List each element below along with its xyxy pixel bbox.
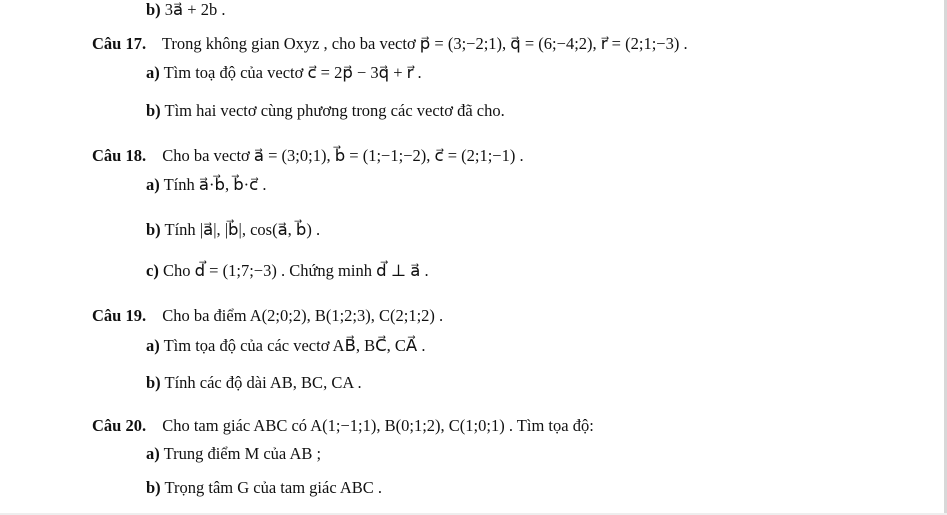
part-label: b) [146,101,161,120]
part-text: Tìm tọa độ của các vectơ AB⃗, BC⃗, CA⃗ . [163,336,426,355]
question-17-part-b [146,101,505,121]
question-label: Câu 18. [92,146,147,165]
part-text: Tính các độ dài AB, BC, CA . [164,373,362,392]
question-17 [92,34,688,54]
question-18-part-b [146,220,320,240]
question-18 [92,146,524,166]
part-label: b) [146,478,161,497]
exercise-b-prev [146,0,225,20]
part-text: Trung điểm M của AB ; [163,444,322,463]
question-20-part-a [146,444,321,464]
question-19-part-b [146,373,362,393]
part-label: c) [146,261,159,280]
question-18-part-a [146,175,267,195]
question-18-part-c [146,261,429,281]
part-text: Tìm hai vectơ cùng phương trong các vectơ đã cho. [164,101,505,120]
question-20 [92,416,594,436]
part-label: b) [146,220,161,239]
question-20-part-b [146,478,382,498]
part-text: Trọng tâm G của tam giác ABC . [164,478,383,497]
part-label: b) [146,373,161,392]
question-label: Câu 19. [92,306,147,325]
part-text: Tìm toạ độ của vectơ c⃗ = 2p⃗ − 3q⃗ + r⃗ . [163,63,422,82]
question-text: Cho tam giác ABC có A(1;−1;1), B(0;1;2), C(1;0;1) . Tìm tọa độ: [162,416,594,435]
part-label: a) [146,336,160,355]
part-text: Cho d⃗ = (1;7;−3) . Chứng minh d⃗ ⊥ a⃗ . [162,261,429,280]
part-label: b) [146,0,161,19]
question-17-part-a [146,63,422,83]
question-19 [92,306,443,326]
question-text: Cho ba điểm A(2;0;2), B(1;2;3), C(2;1;2) . [162,306,444,325]
question-label: Câu 17. [92,34,147,53]
question-label: Câu 20. [92,416,147,435]
part-label: a) [146,175,160,194]
part-label: a) [146,444,160,463]
part-text: Tính |a⃗|, |b⃗|, cos(a⃗, b⃗) . [164,220,321,239]
question-text: Trong không gian Oxyz , cho ba vectơ p⃗ = (3;−2;1), q⃗ = (6;−4;2), r⃗ = (2;1;−3) . [161,34,688,53]
math-expression: 3a⃗ + 2b . [164,0,226,19]
question-text: Cho ba vectơ a⃗ = (3;0;1), b⃗ = (1;−1;−2), c⃗ = (2;1;−1) . [162,146,524,165]
part-text: Tính a⃗·b⃗, b⃗·c⃗ . [163,175,267,194]
part-label: a) [146,63,160,82]
question-19-part-a [146,336,425,356]
